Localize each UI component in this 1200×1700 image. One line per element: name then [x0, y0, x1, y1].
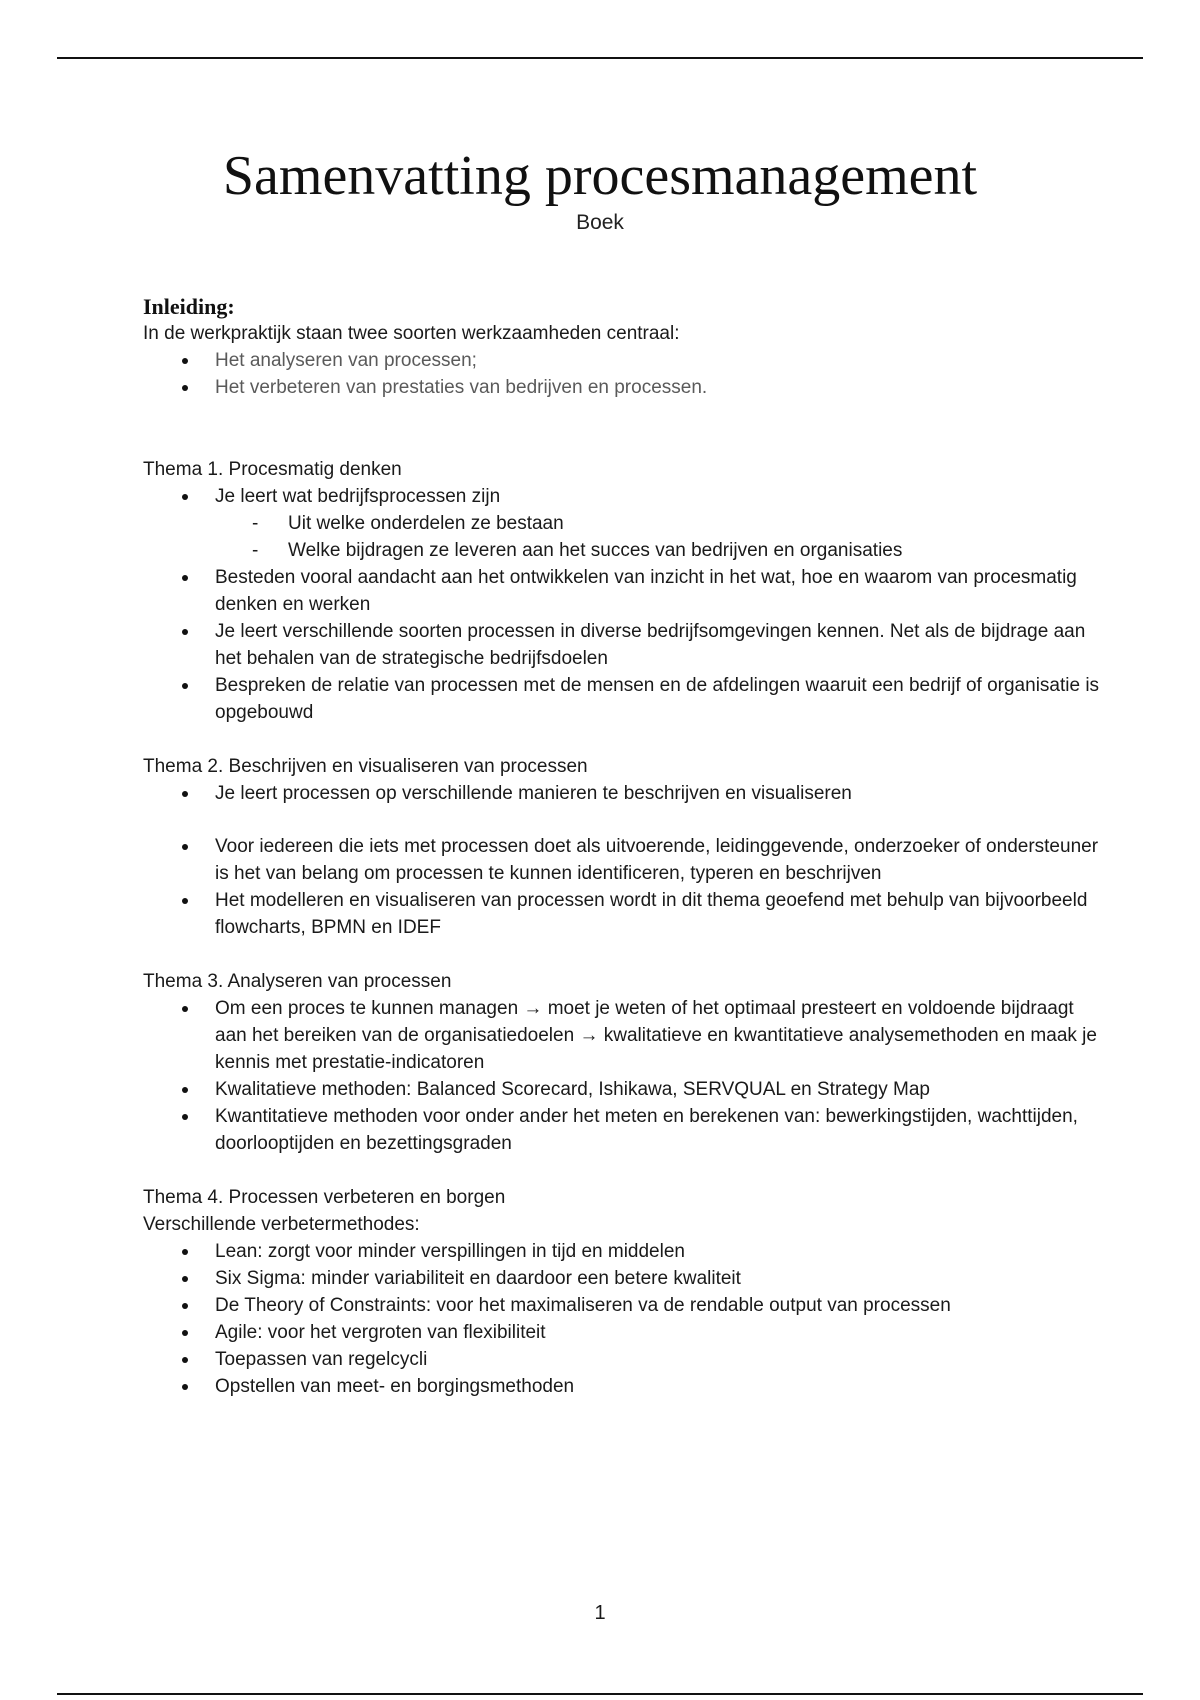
- list-item: Bespreken de relatie van processen met de mensen en de afdelingen waaruit een bedrijf of organisatie is opgebouwd: [143, 672, 1103, 726]
- thema1-section: [143, 456, 1103, 726]
- intro-lead: In de werkpraktijk staan twee soorten werkzaamheden centraal:: [143, 323, 680, 344]
- document-subtitle: Boek: [576, 211, 624, 234]
- sublist-item: - Welke bijdragen ze leveren aan het succes van bedrijven en organisaties: [215, 537, 1103, 564]
- spacer: [143, 401, 1103, 456]
- thema2-heading: Thema 2. Beschrijven en visualiseren van processen: [143, 756, 588, 777]
- spacer: [143, 726, 1103, 753]
- thema3-section: [143, 968, 1103, 1157]
- thema4-section: [143, 1184, 1103, 1400]
- spacer: [143, 807, 1103, 833]
- list-item: Om een proces te kunnen managen → moet je weten of het optimaal presteert en voldoende bijdraagt aan het bereiken van de organisatiedoelen → kwalitatieve en kwantitatieve analysemethoden en maak je kennis met prestatie-indicatoren: [143, 995, 1103, 1076]
- list-item: Het modelleren en visualiseren van processen wordt in dit thema geoefend met behulp van bijvoorbeeld flowcharts, BPMN en IDEF: [143, 887, 1103, 941]
- list-item: Je leert verschillende soorten processen in diverse bedrijfsomgevingen kennen. Net als de bijdrage aan het behalen van de strategische bedrijfsdoelen: [143, 618, 1103, 672]
- list-item: Het verbeteren van prestaties van bedrijven en processen.: [143, 374, 1103, 401]
- intro-section: [143, 293, 1103, 401]
- list-item: Agile: voor het vergroten van flexibiliteit: [143, 1319, 1103, 1346]
- list-item: Six Sigma: minder variabiliteit en daardoor een betere kwaliteit: [143, 1265, 1103, 1292]
- list-item: Voor iedereen die iets met processen doet als uitvoerende, leidinggevende, onderzoeker of ondersteuner is het van belang om processen te kunnen identificeren, typeren en beschrijven: [143, 833, 1103, 887]
- list-item: De Theory of Constraints: voor het maximaliseren va de rendable output van processen: [143, 1292, 1103, 1319]
- page-number: 1: [594, 1602, 606, 1624]
- sublist-item: - Uit welke onderdelen ze bestaan: [215, 510, 1103, 537]
- list-item: [143, 483, 1103, 564]
- thema3-heading: Thema 3. Analyseren van processen: [143, 971, 452, 992]
- thema4-list: [143, 1238, 1103, 1400]
- thema2-list-continued: [143, 833, 1103, 941]
- list-item: Kwalitatieve methoden: Balanced Scorecard, Ishikawa, SERVQUAL en Strategy Map: [143, 1076, 1103, 1103]
- thema3-list: [143, 995, 1103, 1157]
- list-item: Besteden vooral aandacht aan het ontwikkelen van inzicht in het wat, hoe en waarom van procesmatig denken en werken: [143, 564, 1103, 618]
- document-body: [143, 293, 1103, 1400]
- list-item: Het analyseren van processen;: [143, 347, 1103, 374]
- list-item: Kwantitatieve methoden voor onder ander het meten en berekenen van: bewerkingstijden, wachttijden, doorlooptijden en bezettingsgraden: [143, 1103, 1103, 1157]
- document-title: Samenvatting procesmanagement: [222, 145, 978, 207]
- list-item-text: Je leert wat bedrijfsprocessen zijn: [215, 486, 501, 507]
- intro-heading: Inleiding:: [143, 294, 235, 319]
- thema2-section: [143, 753, 1103, 941]
- footer-rule: [57, 1693, 1143, 1695]
- thema4-lead: Verschillende verbetermethodes:: [143, 1214, 420, 1235]
- list-item: Toepassen van regelcycli: [143, 1346, 1103, 1373]
- intro-list: [143, 347, 1103, 401]
- list-item: Lean: zorgt voor minder verspillingen in tijd en middelen: [143, 1238, 1103, 1265]
- spacer: [143, 1157, 1103, 1184]
- thema1-sublist: [215, 510, 1103, 564]
- thema1-list: [143, 483, 1103, 726]
- list-item: Opstellen van meet- en borgingsmethoden: [143, 1373, 1103, 1400]
- thema4-heading: Thema 4. Processen verbeteren en borgen: [143, 1187, 506, 1208]
- header-rule: [57, 57, 1143, 59]
- thema2-list: [143, 780, 1103, 807]
- list-item: Je leert processen op verschillende manieren te beschrijven en visualiseren: [143, 780, 1103, 807]
- thema1-heading: Thema 1. Procesmatig denken: [143, 459, 402, 480]
- spacer: [143, 941, 1103, 968]
